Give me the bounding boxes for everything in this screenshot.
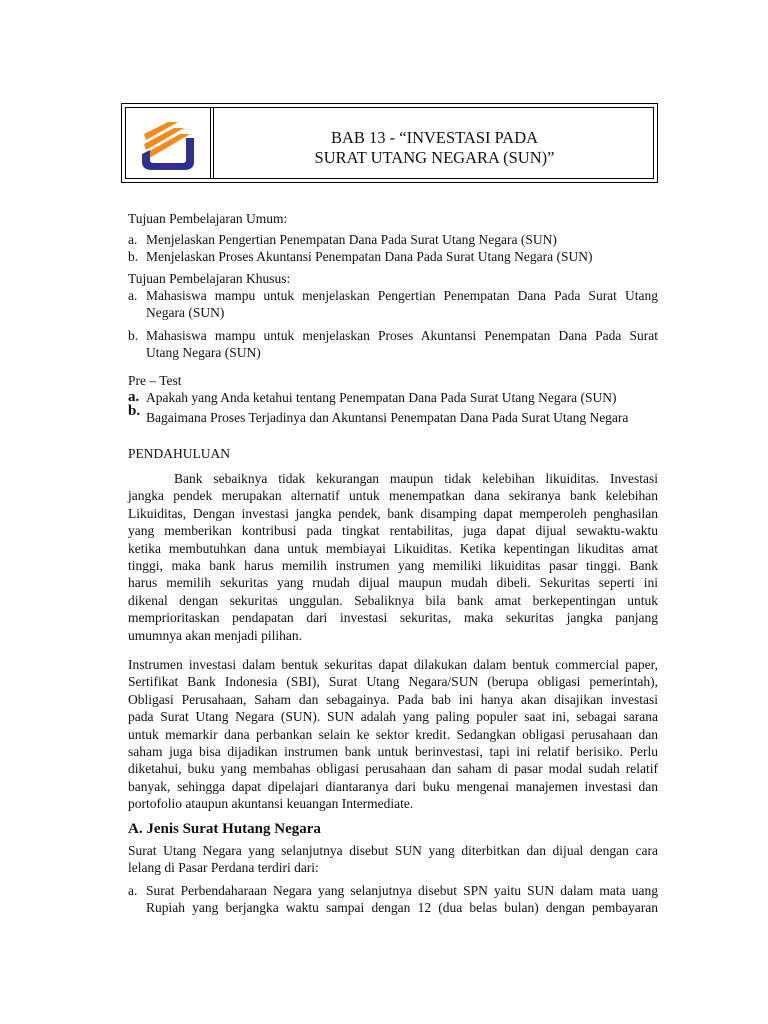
general-objectives <box>128 210 658 265</box>
paragraph-line: Surat Utang Negara yang selanjutnya disebut SUN yang diterbitkan dan dijual dengan cara <box>128 843 658 858</box>
section-a-list <box>128 882 658 917</box>
list-marker: b. <box>128 249 139 264</box>
list-item <box>128 882 658 917</box>
paragraph-line: dikenal dengan sekuritas unggulan. Sebaliknya bila bank amat berkepentingan untuk <box>128 592 658 608</box>
intro-paragraph-1 <box>128 470 658 644</box>
paragraph-line: portofolio ataupun akuntansi keuangan Intermediate. <box>128 796 414 812</box>
list-item <box>128 248 658 265</box>
paragraph-line: Obligasi Perusahaan, Saham dan sebagainya. Pada bab ini hanya akan disajikan investasi <box>128 691 658 707</box>
list-item-line: Rupiah yang berjangka waktu sampai dengan 12 (dua belas bulan) dengan pembayaran <box>146 900 658 916</box>
list-marker: a. <box>128 389 140 405</box>
paragraph-line: banyak, sehingga dapat dipelajari diantaranya dari buku mengenai manajemen investasi dan <box>128 778 658 794</box>
intro-heading: PENDAHULUAN <box>128 446 230 461</box>
specific-objectives <box>128 270 658 361</box>
paragraph-line: diketahui, buku yang membahas obligasi perusahaan dan saham di pasar modal sudah relatif <box>128 761 658 777</box>
paragraph-line: lelang di Pasar Perdana terdiri dari: <box>128 860 319 876</box>
paragraph-line: umumnya akan menjadi pilihan. <box>128 627 302 643</box>
list-item-line: Mahasiswa mampu untuk menjelaskan Pengertian Penempatan Dana Pada Surat Utang <box>146 288 658 303</box>
chapter-title-line1: BAB 13 - “INVESTASI PADA <box>330 128 539 147</box>
paragraph-line: yang memberikan kontribusi pada tingkat rentabilitas, juga dapat dijual sewaktu-waktu <box>128 523 658 539</box>
list-item <box>128 327 658 361</box>
paragraph-line: Bank sebaiknya tidak kekurangan maupun tidak kelebihan likuiditas. Investasi <box>174 471 658 486</box>
header-divider <box>213 108 214 178</box>
institution-logo-icon <box>138 120 198 172</box>
paragraph-line: jangka pendek merupakan alternatif untuk menempatkan dana sekiranya bank kelebihan <box>128 488 658 504</box>
paragraph-line: pada Surat Utang Negara (SUN). SUN adalah yang paling populer saat ini, sebagai sarana <box>128 709 658 725</box>
list-marker: b. <box>128 403 141 419</box>
list-marker: a. <box>128 232 138 247</box>
list-item-text: Bagaimana Proses Terjadinya dan Akuntansi Penempatan Dana Pada Surat Utang Negara <box>146 410 629 425</box>
list-item-line: Surat Perbendaharaan Negara yang selanjutnya disebut SPN yaitu SUN dalam mata uang <box>146 883 658 898</box>
paragraph-line: memprioritaskan pendapatan dari investasi sekuritas, maka sekuritas jangka panjang <box>128 610 658 626</box>
paragraph-line: Instrumen investasi dalam bentuk sekuritas dapat dilakukan dalam bentuk commercial paper, <box>128 657 658 672</box>
paragraph-line: saham juga bisa dijadikan instrumen bank untuk berinvestasi, tapi ini relatif berisiko. Perlu <box>128 744 658 760</box>
specific-objectives-heading: Tujuan Pembelajaran Khusus: <box>128 271 291 286</box>
list-item-line: Utang Negara (SUN) <box>146 345 261 360</box>
section-a-heading: A. Jenis Surat Hutang Negara <box>128 821 321 837</box>
intro-paragraph-2 <box>128 656 658 813</box>
paragraph-line: harus memilih sekuritas yang rnudah dijual maupun mudah dibeli. Sekuritas seperti ini <box>128 575 658 591</box>
list-item <box>128 287 658 321</box>
paragraph-line: Sertifikat Bank Indonesia (SBI), Surat Utang Negara/SUN (berupa obligasi pemerintah), <box>128 674 658 690</box>
header-inner-frame <box>125 107 654 179</box>
chapter-title <box>216 128 653 168</box>
list-marker: a. <box>128 883 138 898</box>
list-item <box>128 231 658 248</box>
paragraph-line: untuk memarkir dana perbankan selain ke sektor kredit. Sedangkan obligasi perusahaan dan <box>128 726 658 742</box>
list-marker: a. <box>128 288 138 303</box>
list-item <box>128 389 658 406</box>
list-marker: b. <box>128 328 139 343</box>
list-item-text: Menjelaskan Proses Akuntansi Penempatan Dana Pada Surat Utang Negara (SUN) <box>146 249 593 264</box>
section-a-paragraph <box>128 842 658 877</box>
pretest-section <box>128 372 658 426</box>
paragraph-line: tinggi, maka bank harus memilih instrumen yang memiliki likuiditas pasar tinggi. Bank <box>128 558 658 574</box>
general-objectives-heading: Tujuan Pembelajaran Umum: <box>128 211 288 226</box>
chapter-title-line2: SURAT UTANG NEGARA (SUN)” <box>314 148 555 167</box>
list-item-line: Mahasiswa mampu untuk menjelaskan Proses Akuntansi Penempatan Dana Pada Surat <box>146 328 658 343</box>
list-item-line: Negara (SUN) <box>146 305 225 320</box>
paragraph-line: ketika membutuhkan dana untuk membiayai Likuiditas. Ketika kepentingan likuditas amat <box>128 540 658 556</box>
logo-cell <box>126 108 211 178</box>
list-item-text: Apakah yang Anda ketahui tentang Penempatan Dana Pada Surat Utang Negara (SUN) <box>146 390 617 405</box>
list-item-text: Menjelaskan Pengertian Penempatan Dana Pada Surat Utang Negara (SUN) <box>146 232 557 247</box>
list-item <box>128 403 658 426</box>
pretest-heading: Pre – Test <box>128 373 182 388</box>
chapter-header-box <box>121 103 658 183</box>
paragraph-line: Likuiditas, Dengan investasi jangka pendek, bank disamping dapat memperoleh penghasilan <box>128 505 658 521</box>
